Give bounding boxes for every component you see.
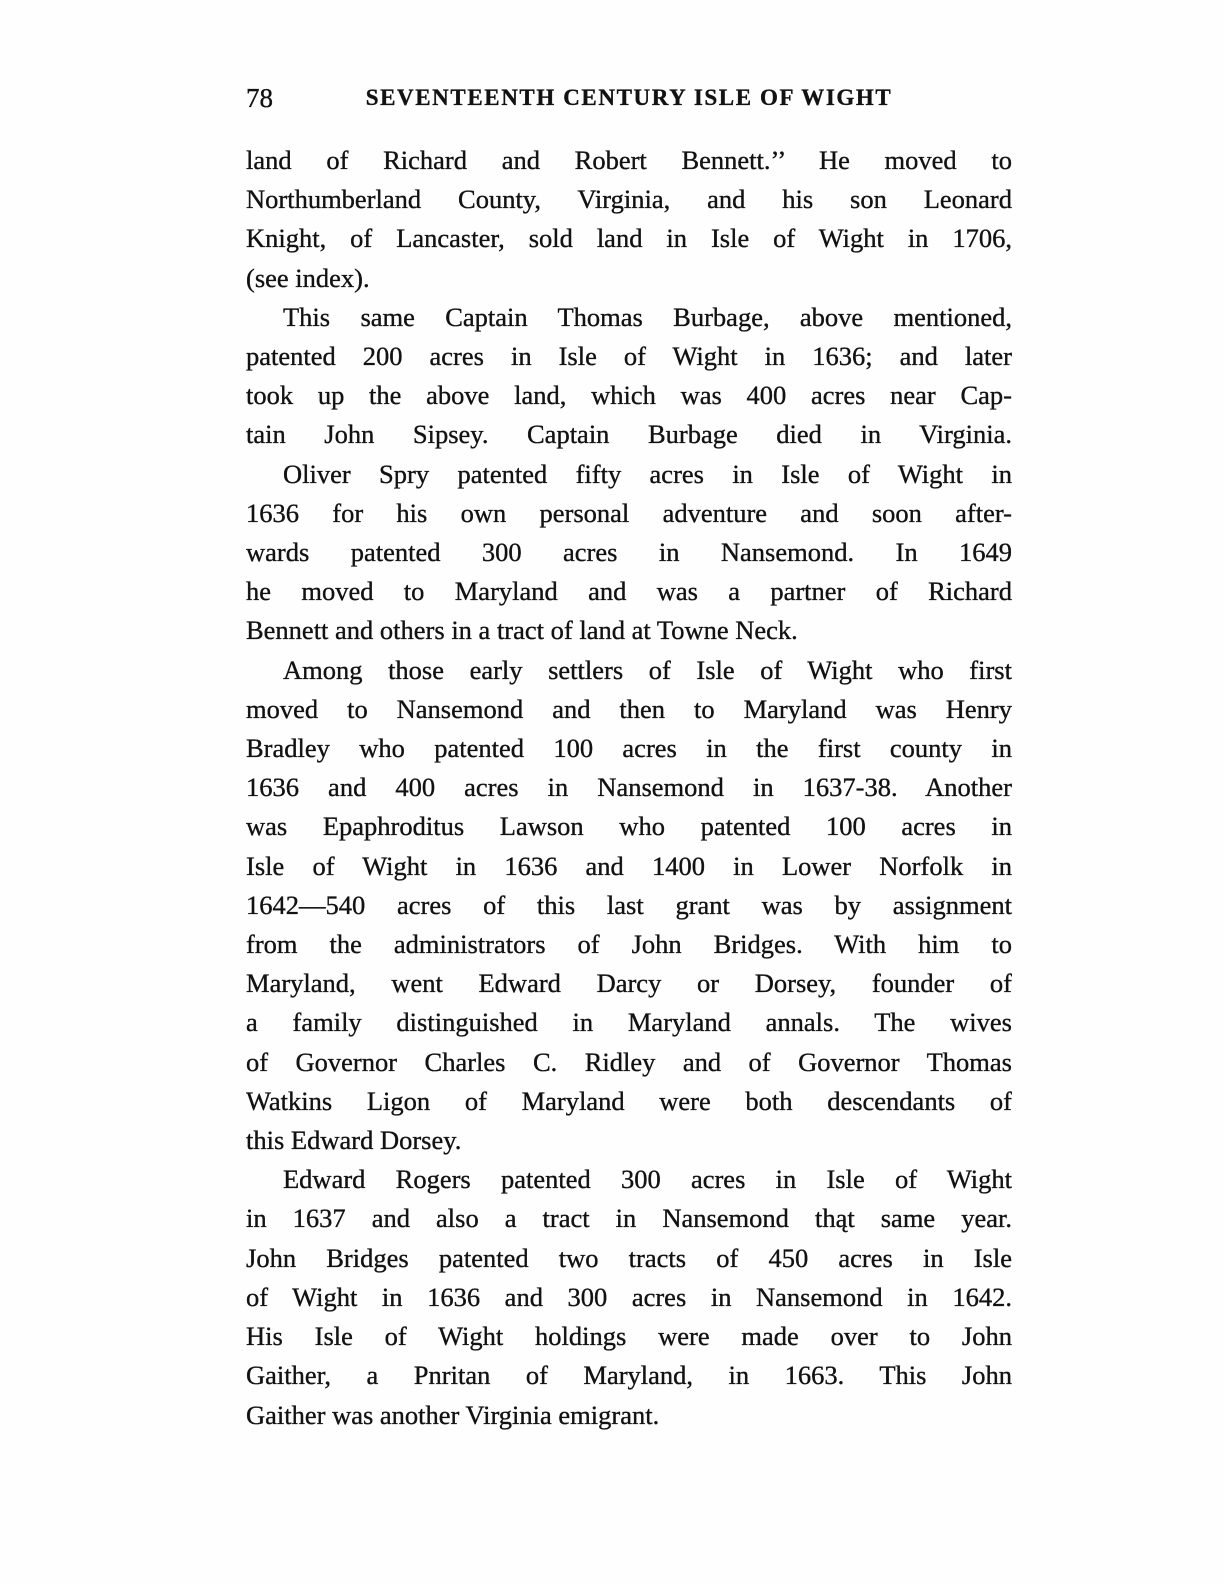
- text-line: John Bridges patented two tracts of 450 acres in Isle: [246, 1242, 1012, 1273]
- text-line: he moved to Maryland and was a partner of Richard: [246, 576, 1012, 607]
- text-line: Gaither was another Virginia emigrant.: [246, 1399, 660, 1430]
- paragraph: [246, 1160, 1012, 1434]
- text-line: tain John Sipsey. Captain Burbage died in Virginia.: [246, 419, 1012, 450]
- text-line: Gaither, a Pnritan of Maryland, in 1663. This John: [246, 1360, 1012, 1391]
- text-line: Edward Rogers patented 300 acres in Isle of Wight: [283, 1164, 1012, 1195]
- text-line: 1636 for his own personal adventure and soon after-: [246, 497, 1012, 528]
- text-line: in 1637 and also a tract in Nansemond thąt same year.: [246, 1203, 1012, 1234]
- text-line: 1636 and 400 acres in Nansemond in 1637-38. Another: [246, 772, 1012, 803]
- body-text: [246, 141, 1012, 1435]
- running-header-title: SEVENTEENTH CENTURY ISLE OF WIGHT: [365, 85, 893, 110]
- text-line: Knight, of Lancaster, sold land in Isle of Wight in 1706,: [246, 223, 1012, 254]
- text-line: Watkins Ligon of Maryland were both descendants of: [246, 1085, 1012, 1116]
- text-line: patented 200 acres in Isle of Wight in 1636; and later: [246, 341, 1012, 372]
- text-line: Isle of Wight in 1636 and 1400 in Lower Norfolk in: [246, 850, 1012, 881]
- text-line: Bennett and others in a tract of land at Towne Neck.: [246, 615, 798, 646]
- paragraph: [246, 141, 1012, 298]
- text-line: Maryland, went Edward Darcy or Dorsey, founder of: [246, 968, 1012, 999]
- text-line: Oliver Spry patented fifty acres in Isle of Wight in: [283, 458, 1012, 489]
- paragraph: [246, 298, 1012, 455]
- text-line: This same Captain Thomas Burbage, above mentioned,: [283, 301, 1012, 332]
- text-line: 1642—540 acres of this last grant was by assignment: [246, 889, 1012, 920]
- text-line: (see index).: [246, 262, 370, 293]
- text-line: moved to Nansemond and then to Maryland was Henry: [246, 693, 1012, 724]
- text-line: Among those early settlers of Isle of Wight who first: [283, 654, 1012, 685]
- text-line: Bradley who patented 100 acres in the first county in: [246, 733, 1012, 764]
- running-header: [246, 82, 1012, 118]
- text-line: wards patented 300 acres in Nansemond. In 1649: [246, 537, 1012, 568]
- text-line: from the administrators of John Bridges. With him to: [246, 929, 1012, 960]
- text-line: a family distinguished in Maryland annals. The wives: [246, 1007, 1012, 1038]
- text-line: was Epaphroditus Lawson who patented 100 acres in: [246, 811, 1012, 842]
- text-line: land of Richard and Robert Bennett.’’ He moved to: [246, 145, 1012, 175]
- text-line: of Wight in 1636 and 300 acres in Nansemond in 1642.: [246, 1281, 1012, 1312]
- text-line: His Isle of Wight holdings were made over to John: [246, 1321, 1012, 1352]
- page-number: 78: [246, 83, 273, 113]
- paragraph: [246, 651, 1012, 1161]
- text-line: of Governor Charles C. Ridley and of Governor Thomas: [246, 1046, 1012, 1077]
- text-line: Northumberland County, Virginia, and his son Leonard: [246, 184, 1012, 215]
- text-line: took up the above land, which was 400 acres near Cap-: [246, 380, 1012, 411]
- text-line: this Edward Dorsey.: [246, 1125, 462, 1156]
- paragraph: [246, 455, 1012, 651]
